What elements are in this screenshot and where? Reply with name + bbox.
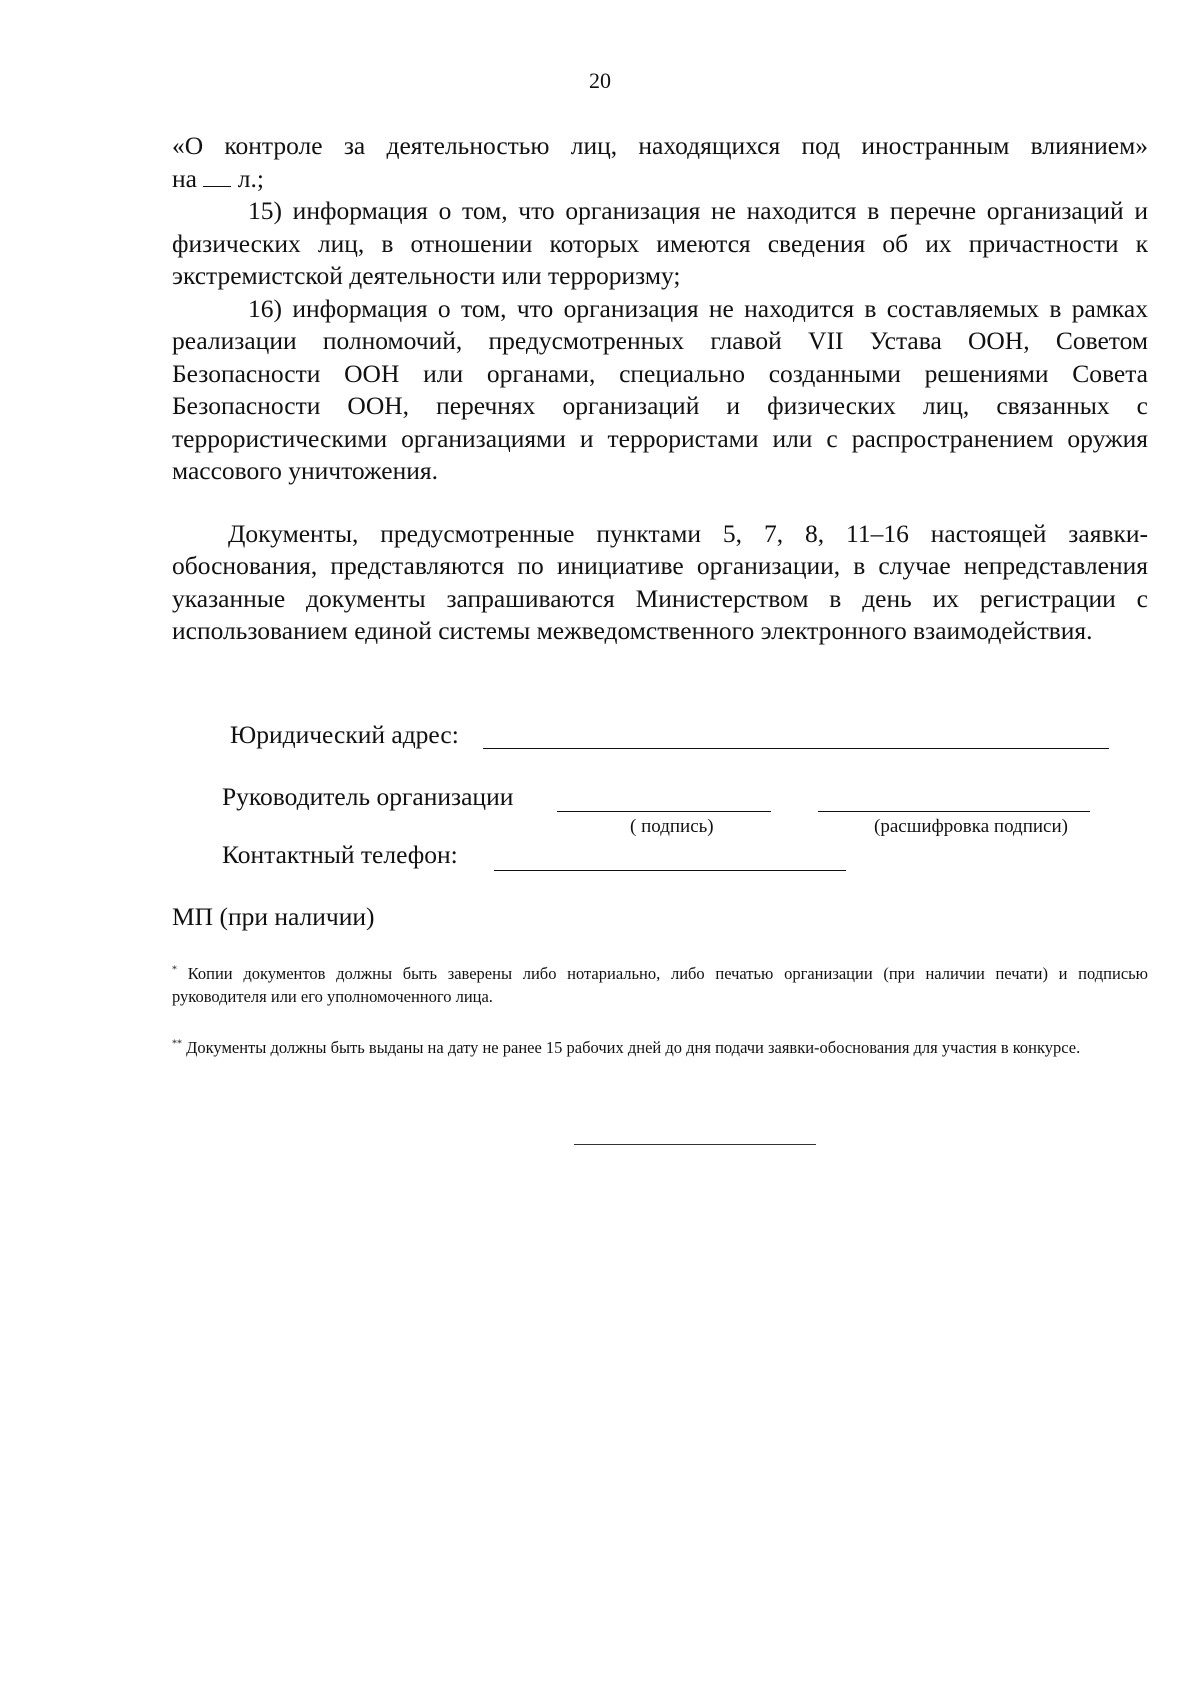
footnote-1-mark: * <box>172 964 177 976</box>
item-15: 15) информация о том, что организация не находится в перечне организаций и физических лиц, в отношении которых имеются сведения об их причастности к экстремистской деятельности или терроризму; <box>172 196 1148 290</box>
sheet-count-line <box>172 163 1148 196</box>
item-16: 16) информация о том, что организация не находится в составляемых в рамках реализации полномочий, предусмотренных главой VII Устава ООН, Советом Безопасности ООН или органами, специально созданными решениями Совета Безопасности ООН, перечнях организаций и физических лиц, связанных с террористическими организациями и террористами или с распространением оружия массового уничтожения. <box>172 293 1148 485</box>
documents-paragraph: Документы, предусмотренные пунктами 5, 7, 8, 11–16 настоящей заявки-обоснования, представляются по инициативе организации, в случае непредставления указанные документы запрашиваются Министерством в день их регистрации с использованием единой системы межведомственного электронного взаимодействия. <box>172 518 1148 645</box>
legal-address-label: Юридический адрес: <box>230 720 459 749</box>
stamp-label: МП (при наличии) <box>172 902 375 931</box>
phone-line[interactable] <box>494 870 846 871</box>
document-body <box>172 130 1148 648</box>
footnote-1-text: Копии документов должны быть заверены либо нотариально, либо печатью организации (при наличии печати) и подписью руководителя или его уполномоченного лица. <box>172 964 1149 1006</box>
sheet-count-prefix: на <box>172 163 197 193</box>
page-number: 20 <box>589 68 611 93</box>
decoding-caption: (расшифровка подписи) <box>874 816 1068 837</box>
footnote-2 <box>172 1036 1148 1059</box>
phone-label: Контактный телефон: <box>222 840 458 869</box>
footnote-1 <box>172 962 1148 1008</box>
sheet-count-blank[interactable] <box>203 166 231 187</box>
footnote-2-mark: ** <box>172 1038 182 1050</box>
sheet-count-suffix: л.; <box>237 163 264 193</box>
law-title-continuation: «О контроле за деятельностью лиц, находящихся под иностранным влиянием» <box>172 131 1148 160</box>
legal-address-line[interactable] <box>483 748 1109 749</box>
head-label: Руководитель организации <box>222 782 514 811</box>
footnote-2-text: Документы должны быть выданы на дату не ранее 15 рабочих дней до дня подачи заявки-обоснования для участия в конкурсе. <box>186 1038 1081 1057</box>
signature-caption: ( подпись) <box>630 816 714 837</box>
signature-line[interactable] <box>557 811 771 812</box>
signature-decoding-line[interactable] <box>818 811 1090 812</box>
end-of-document-line <box>574 1144 816 1145</box>
